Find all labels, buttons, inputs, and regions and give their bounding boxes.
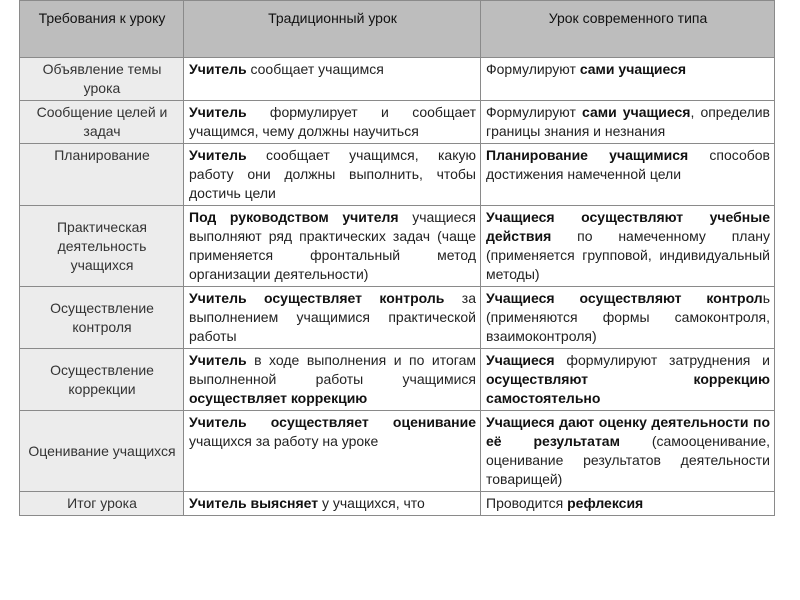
bold-text-segment: Учитель xyxy=(189,352,247,368)
bold-text-segment: рефлексия xyxy=(567,495,644,511)
table-row xyxy=(20,411,775,492)
requirement-cell: Сообщение целей и задач xyxy=(20,101,184,144)
text-segment: учащихся за работу на уроке xyxy=(189,433,379,449)
bold-text-segment: Учитель xyxy=(189,147,247,163)
comparison-table-container xyxy=(19,0,779,600)
requirement-cell: Осуществление коррекции xyxy=(20,349,184,411)
bold-text-segment: осуществляет коррекцию xyxy=(189,390,368,406)
modern-cell xyxy=(481,58,775,101)
traditional-cell xyxy=(184,101,481,144)
requirement-cell: Итог урока xyxy=(20,492,184,516)
text-segment: учащиеся выполняют ряд практических задач (чаще применяется фронтальный метод организации деятельности) xyxy=(189,209,476,282)
bold-text-segment: Учитель выясняет xyxy=(189,495,319,511)
traditional-cell xyxy=(184,58,481,101)
header-requirements: Требования к уроку xyxy=(20,1,184,58)
traditional-cell xyxy=(184,144,481,206)
text-segment: по намеченному плану (применяется групповой, индивидуальный методы) xyxy=(486,228,770,282)
table-row xyxy=(20,101,775,144)
modern-cell xyxy=(481,101,775,144)
table-row xyxy=(20,287,775,349)
bold-text-segment: Учащиеся осуществляют контрол xyxy=(486,290,763,306)
text-segment: ь (применяются формы самоконтроля, взаимоконтроля) xyxy=(486,290,770,344)
modern-cell xyxy=(481,349,775,411)
text-segment: Формулируют xyxy=(486,104,582,120)
text-segment: , определив границы знания и незнания xyxy=(486,104,770,139)
requirement-cell: Практическая деятельность учащихся xyxy=(20,206,184,287)
bold-text-segment: Планирование учащимися xyxy=(486,147,689,163)
traditional-cell xyxy=(184,411,481,492)
table-row xyxy=(20,144,775,206)
requirement-cell: Объявление темы урока xyxy=(20,58,184,101)
requirement-cell: Осуществление контроля xyxy=(20,287,184,349)
bold-text-segment: Учитель осуществляет оценивание xyxy=(189,414,476,430)
table-row xyxy=(20,58,775,101)
text-segment: у учащихся, что xyxy=(318,495,425,511)
header-modern-lesson: Урок современного типа xyxy=(481,1,775,58)
text-segment: способов достижения намеченной цели xyxy=(486,147,770,182)
bold-text-segment: Учитель осуществляет контроль xyxy=(189,290,445,306)
table-body xyxy=(20,58,775,516)
bold-text-segment: сами учащиеся xyxy=(582,104,691,120)
bold-text-segment: Учащиеся осуществляют учебные действия xyxy=(486,209,770,244)
table-row xyxy=(20,349,775,411)
text-segment: (самооценивание, оценивание результатов деятельности товарищей) xyxy=(486,433,770,487)
requirement-cell: Планирование xyxy=(20,144,184,206)
text-segment: формулируют затруднения и xyxy=(554,352,770,368)
bold-text-segment: Учитель xyxy=(189,104,247,120)
table-row xyxy=(20,492,775,516)
table-row xyxy=(20,206,775,287)
traditional-cell xyxy=(184,492,481,516)
modern-cell xyxy=(481,144,775,206)
modern-cell xyxy=(481,492,775,516)
modern-cell xyxy=(481,287,775,349)
table-header-row xyxy=(20,1,775,58)
text-segment: формулирует и сообщает учащимся, чему должны научиться xyxy=(189,104,476,139)
bold-text-segment: Под руководством учителя xyxy=(189,209,399,225)
traditional-cell xyxy=(184,287,481,349)
modern-cell xyxy=(481,206,775,287)
header-traditional-lesson: Традиционный урок xyxy=(184,1,481,58)
text-segment: сообщает учащимся, какую работу они должны выполнить, чтобы достичь цели xyxy=(189,147,476,201)
text-segment: Формулируют xyxy=(486,61,580,77)
text-segment: за выполнением учащимися практической работы xyxy=(189,290,476,344)
bold-text-segment: Учащиеся дают оценку деятельности по её результатам xyxy=(486,414,770,449)
bold-text-segment: сами учащиеся xyxy=(579,61,687,77)
text-segment: Проводится xyxy=(486,495,568,511)
text-segment: в ходе выполнения и по итогам выполненной работы учащимися xyxy=(189,352,476,387)
bold-text-segment: Учащиеся xyxy=(486,352,555,368)
modern-cell xyxy=(481,411,775,492)
requirement-cell: Оценивание учащихся xyxy=(20,411,184,492)
traditional-cell xyxy=(184,206,481,287)
text-segment: сообщает учащимся xyxy=(246,61,384,77)
bold-text-segment: Учитель xyxy=(189,61,247,77)
bold-text-segment: осуществляют коррекцию самостоятельно xyxy=(486,371,770,406)
comparison-table xyxy=(19,0,775,516)
traditional-cell xyxy=(184,349,481,411)
